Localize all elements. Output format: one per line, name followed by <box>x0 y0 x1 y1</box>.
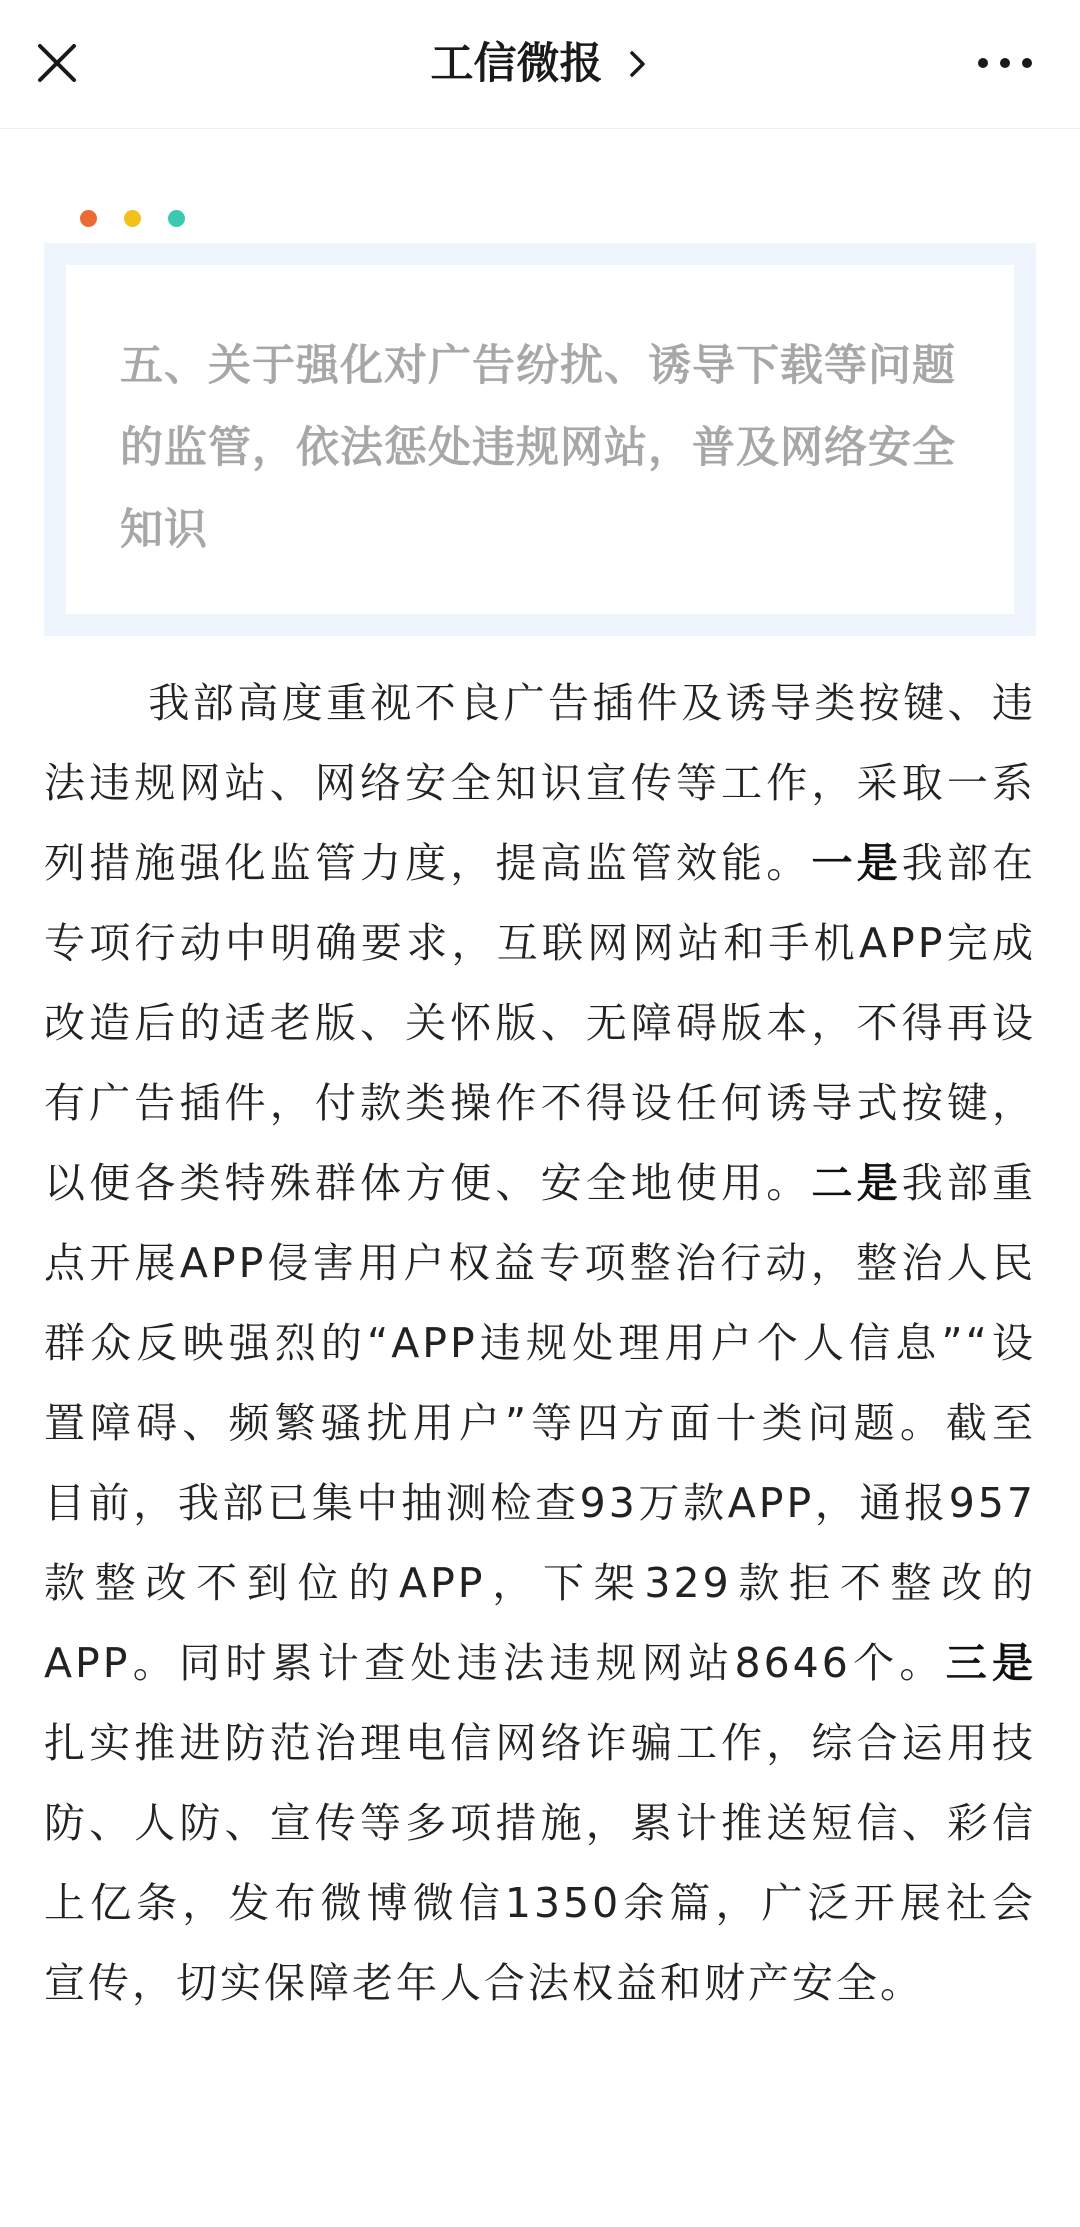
intro-text: 我部高度重视不良广告插件及诱导类按键、违法违规网站、网络安全知识宣传等工作，采取一系列措施强化监管力度，提高监管效能。 <box>44 679 1036 887</box>
section-heading-frame <box>44 243 1036 636</box>
article-paragraph <box>44 663 1036 2023</box>
point-1-text: 我部在专项行动中明确要求，互联网网站和手机APP完成改造后的适老版、关怀版、无障碍版本，不得再设有广告插件，付款类操作不得设任何诱导式按键，以便各类特殊群体方便、安全地使用。 <box>44 839 1037 1207</box>
more-icon <box>970 38 1040 88</box>
point-1-label: 一是 <box>811 839 902 887</box>
point-2-label: 二是 <box>811 1159 902 1207</box>
section-heading: 五、关于强化对广告纷扰、诱导下载等问题的监管，依法惩处违规网站，普及网络安全知识 <box>120 341 956 555</box>
more-options-button[interactable] <box>970 38 1040 88</box>
teal-dot <box>168 210 185 227</box>
point-2-text: 我部重点开展APP侵害用户权益专项整治行动，整治人民群众反映强烈的“APP违规处理用户个人信息”“设置障碍、频繁骚扰用户”等四方面十类问题。截至目前，我部已集中抽测检查93万款APP，通报957款整改不到位的APP，下架329款拒不整改的APP。同时累计查处违法违规网站8646个。 <box>44 1159 1037 1687</box>
page-title: 工信微报 <box>430 39 603 89</box>
yellow-dot <box>124 210 141 227</box>
top-navigation-bar <box>0 0 1080 129</box>
point-3-text: 扎实推进防范治理电信网络诈骗工作，综合运用技防、人防、宣传等多项措施，累计推送短信、彩信上亿条，发布微博微信1350余篇，广泛开展社会宣传，切实保障老年人合法权益和财产安全。 <box>44 1719 1036 2007</box>
section-heading-card <box>66 265 1014 614</box>
point-3-label: 三是 <box>945 1639 1037 1687</box>
orange-dot <box>80 210 97 227</box>
article-body <box>44 663 1036 2023</box>
chevron-right-icon <box>627 47 649 81</box>
account-title-link[interactable] <box>0 36 1080 92</box>
